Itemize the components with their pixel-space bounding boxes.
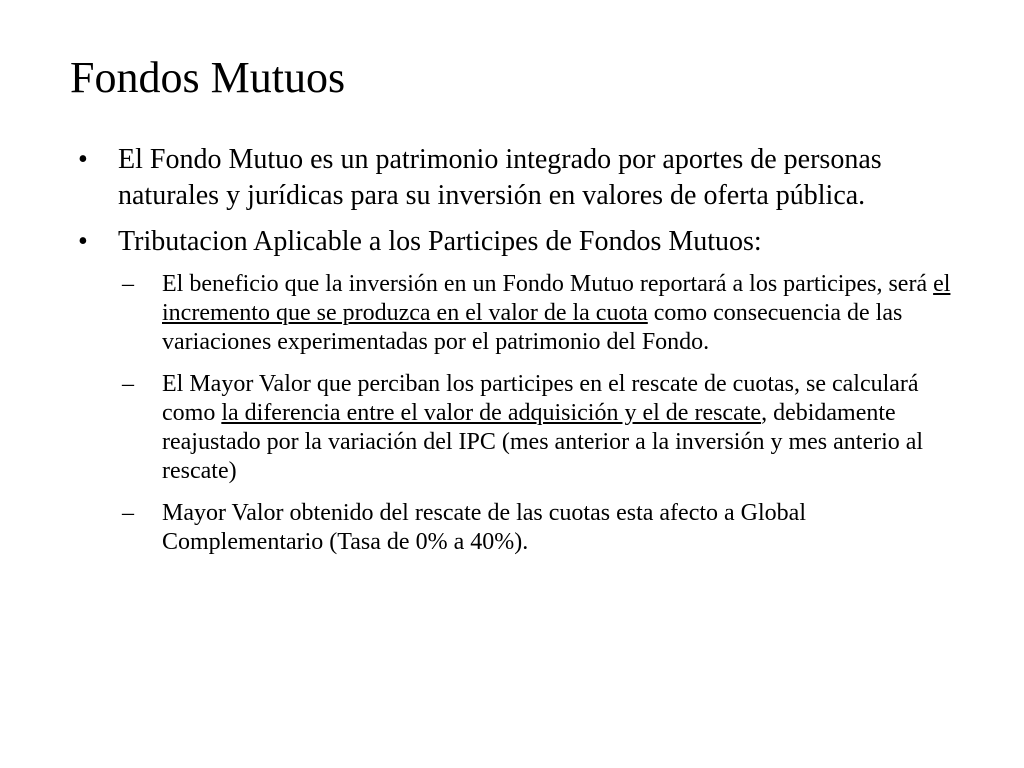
slide-content — [78, 142, 958, 570]
sub-bullet-text: , debidamente reajustado por la variación del IPC (mes anterior a la inversión y mes anterio al rescate) — [162, 400, 924, 484]
sub-bullet-text: como consecuencia de las variaciones experimentadas por el patrimonio del Fondo. — [162, 300, 903, 355]
sub-bullet-global-complementario — [78, 499, 958, 557]
bullet-icon: • — [78, 226, 88, 257]
sub-bullet-text: Mayor Valor obtenido del rescate de las cuotas esta afecto a Global Complementario (Tasa de 0% a 40%). — [162, 500, 806, 555]
bullet-definition-text: El Fondo Mutuo es un patrimonio integrado por aportes de personas naturales y jurídicas para su inversión en valores de oferta pública. — [118, 144, 882, 211]
slide-title: Fondos Mutuos — [70, 53, 346, 102]
sub-bullet-mayor-valor — [78, 370, 958, 486]
bullet-tributacion-text: Tributacion Aplicable a los Participes de Fondos Mutuos: — [118, 226, 762, 257]
sub-bullet-text: El beneficio que la inversión en un Fondo Mutuo reportará a los participes, será — [162, 271, 934, 297]
sub-bullet-beneficio — [78, 270, 958, 357]
underlined-phrase: la diferencia entre el valor de adquisición y el de rescate — [221, 400, 762, 426]
dash-icon: – — [122, 500, 134, 526]
bullet-tributacion — [78, 224, 958, 260]
sub-bullet-list — [78, 270, 958, 557]
dash-icon: – — [122, 271, 134, 297]
underlined-phrase: el incremento que se produzca en el valor de la cuota — [162, 271, 951, 326]
sub-bullet-text: El Mayor Valor que perciban los participes en el rescate de cuotas, se calculará como — [162, 371, 919, 426]
bullet-definition — [78, 142, 958, 214]
dash-icon: – — [122, 371, 134, 397]
bullet-icon: • — [78, 144, 88, 175]
